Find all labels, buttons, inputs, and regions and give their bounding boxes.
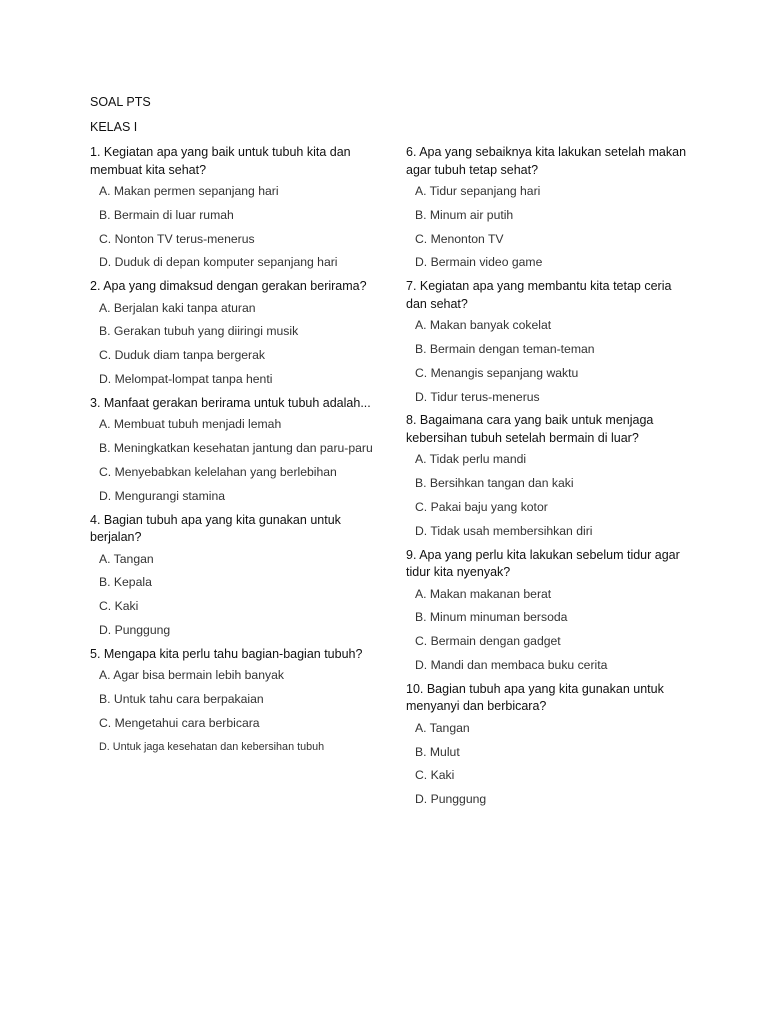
right-question-column [406, 144, 691, 815]
answer-option: A. Makan makanan berat [415, 586, 552, 601]
answer-option: B. Bersihkan tangan dan kaki [415, 476, 574, 491]
question-text: 9. Apa yang perlu kita lakukan sebelum tidur agar tidur kita nyenyak? [406, 547, 680, 580]
answer-option: C. Nonton TV terus-menerus [99, 231, 255, 246]
answer-option: A. Membuat tubuh menjadi lemah [99, 417, 282, 432]
answer-option: D. Mengurangi stamina [99, 488, 225, 503]
question-text: 2. Apa yang dimaksud dengan gerakan berirama? [90, 279, 367, 294]
answer-option: B. Bermain dengan teman-teman [415, 341, 595, 356]
question-block-1 [90, 144, 375, 271]
answer-option: D. Melompat-lompat tanpa henti [99, 372, 273, 387]
question-block-6 [406, 144, 691, 271]
answer-option: B. Minum minuman bersoda [415, 610, 568, 625]
answer-option: C. Pakai baju yang kotor [415, 499, 548, 514]
answer-option: A. Tidur sepanjang hari [415, 184, 541, 198]
left-question-column [90, 144, 375, 762]
answer-option: D. Tidak usah membersihkan diri [415, 523, 593, 538]
question-text: 1. Kegiatan apa yang baik untuk tubuh kita dan membuat kita sehat? [90, 145, 351, 177]
answer-option: D. Punggung [99, 622, 171, 637]
answer-option: B. Gerakan tubuh yang diiringi musik [99, 324, 299, 339]
question-text: 3. Manfaat gerakan berirama untuk tubuh adalah... [90, 395, 371, 410]
answer-option: B. Meningkatkan kesehatan jantung dan paru-paru [99, 441, 373, 456]
answer-option: D. Bermain video game [415, 255, 543, 270]
answer-option: A. Berjalan kaki tanpa aturan [99, 300, 256, 315]
answer-option: A. Agar bisa bermain lebih banyak [99, 668, 284, 683]
question-block-9 [406, 547, 691, 674]
question-block-3 [90, 395, 375, 505]
question-block-5 [90, 646, 375, 756]
answer-option: C. Menonton TV [415, 231, 504, 246]
answer-option: C. Duduk diam tanpa bergerak [99, 348, 265, 363]
answer-option: B. Minum air putih [415, 207, 514, 222]
answer-option: D. Mandi dan membaca buku cerita [415, 657, 608, 672]
question-text: 5. Mengapa kita perlu tahu bagian-bagian tubuh? [90, 646, 363, 661]
answer-option: C. Bermain dengan gadget [415, 634, 561, 649]
answer-option: B. Bermain di luar rumah [99, 207, 234, 222]
answer-option: A. Tangan [99, 551, 154, 566]
question-block-2 [90, 278, 375, 388]
answer-option: C. Menyebabkan kelelahan yang berlebihan [99, 464, 337, 479]
answer-option: A. Makan banyak cokelat [415, 318, 552, 333]
answer-option: D. Tidur terus-menerus [415, 389, 540, 404]
answer-option: C. Menangis sepanjang waktu [415, 365, 579, 380]
class-label: KELAS I [90, 120, 138, 134]
answer-option: D. Untuk jaga kesehatan dan kebersihan tubuh [99, 740, 325, 753]
answer-option: D. Duduk di depan komputer sepanjang hari [99, 255, 338, 270]
question-text: 10. Bagian tubuh apa yang kita gunakan untuk menyanyi dan berbicara? [406, 681, 664, 714]
answer-option: B. Untuk tahu cara berpakaian [99, 692, 264, 707]
answer-option: C. Mengetahui cara berbicara [99, 715, 260, 730]
question-text: 6. Apa yang sebaiknya kita lakukan setelah makan agar tubuh tetap sehat? [406, 145, 687, 177]
question-block-8 [406, 412, 691, 539]
question-block-10 [406, 681, 691, 808]
question-text: 7. Kegiatan apa yang membantu kita tetap ceria dan sehat? [406, 279, 672, 311]
question-block-4 [90, 512, 375, 639]
answer-option: C. Kaki [415, 768, 455, 783]
answer-option: B. Mulut [415, 744, 460, 759]
answer-option: A. Tidak perlu mandi [415, 452, 527, 467]
question-text: 4. Bagian tubuh apa yang kita gunakan untuk berjalan? [90, 512, 341, 545]
answer-option: D. Punggung [415, 792, 487, 807]
answer-option: A. Makan permen sepanjang hari [99, 184, 279, 198]
answer-option: C. Kaki [99, 599, 139, 614]
answer-option: A. Tangan [415, 720, 470, 735]
question-block-7 [406, 278, 691, 405]
document-title: SOAL PTS [90, 95, 151, 109]
answer-option: B. Kepala [99, 575, 152, 590]
question-text: 8. Bagaimana cara yang baik untuk menjaga kebersihan tubuh setelah bermain di luar? [406, 413, 654, 445]
